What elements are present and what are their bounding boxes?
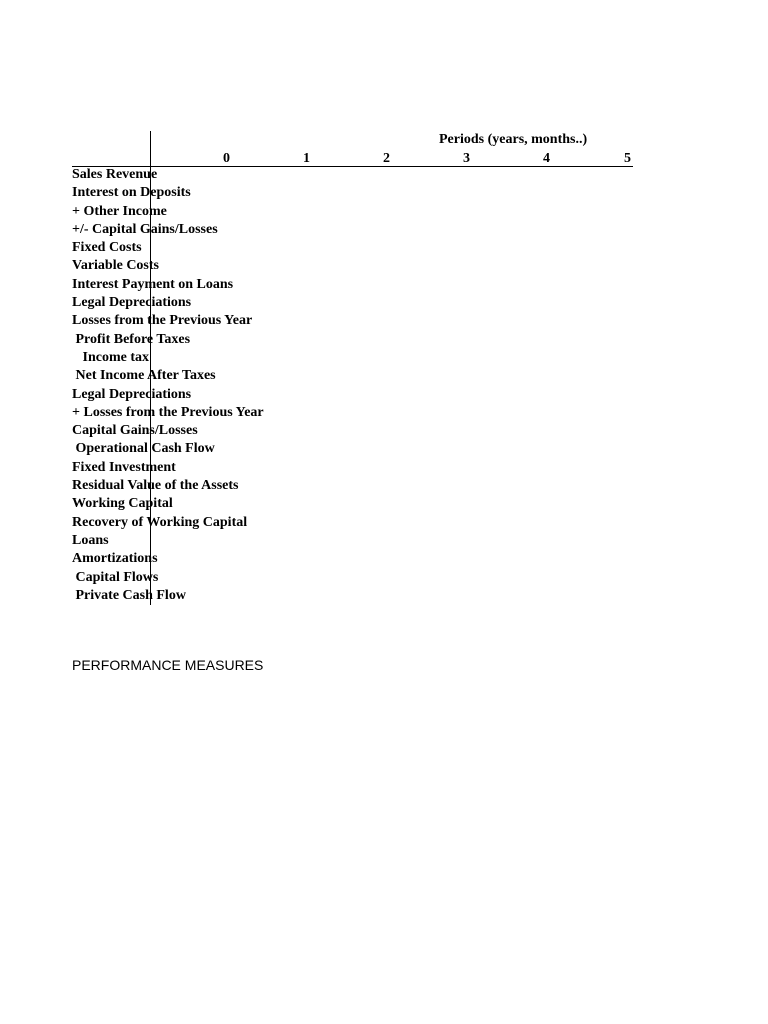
row-label-interest-on-deposits: Interest on Deposits: [72, 185, 191, 201]
row-label-income-tax: Income tax: [72, 349, 149, 365]
row-label-interest-payment-on-loans: Interest Payment on Loans: [72, 276, 234, 292]
period-0: 0: [223, 151, 230, 166]
period-2: 2: [383, 151, 390, 166]
row-labels: [72, 166, 264, 605]
row-label-fixed-investment: Fixed Investment: [72, 459, 176, 475]
row-label-other-income: + Other Income: [72, 203, 167, 219]
row-label-profit-before-taxes: Profit Before Taxes: [72, 331, 191, 347]
period-4: 4: [543, 151, 550, 166]
row-label-capital-gains-losses: +/- Capital Gains/Losses: [72, 221, 218, 237]
row-label-private-cash-flow: Private Cash Flow: [72, 587, 186, 603]
period-1: 1: [303, 151, 310, 166]
periods-header: Periods (years, months..): [439, 132, 588, 147]
row-label-amortizations: Amortizations: [72, 551, 158, 567]
row-label-loans: Loans: [72, 532, 109, 548]
row-label-fixed-costs: Fixed Costs: [72, 240, 142, 256]
row-label-capital-flows: Capital Flows: [72, 569, 159, 585]
row-label-residual-value-assets: Residual Value of the Assets: [72, 478, 239, 494]
row-label-working-capital: Working Capital: [72, 496, 173, 512]
row-label-capital-gains-losses-2: Capital Gains/Losses: [72, 423, 198, 439]
row-label-sales-revenue: Sales Revenue: [72, 167, 158, 182]
row-label-legal-depreciations-2: Legal Depreciations: [72, 386, 192, 402]
performance-measures-title: PERFORMANCE MEASURES: [72, 657, 264, 673]
row-label-recovery-working-capital: Recovery of Working Capital: [72, 514, 248, 530]
row-label-operational-cash-flow: Operational Cash Flow: [72, 441, 215, 457]
row-label-legal-depreciations: Legal Depreciations: [72, 295, 192, 311]
row-label-net-income-after-taxes: Net Income After Taxes: [72, 368, 216, 384]
period-3: 3: [463, 151, 470, 166]
row-label-variable-costs: Variable Costs: [72, 258, 159, 274]
row-label-losses-previous-year: Losses from the Previous Year: [72, 313, 253, 329]
row-label-losses-previous-year-2: + Losses from the Previous Year: [72, 404, 264, 420]
period-5: 5: [624, 151, 631, 166]
